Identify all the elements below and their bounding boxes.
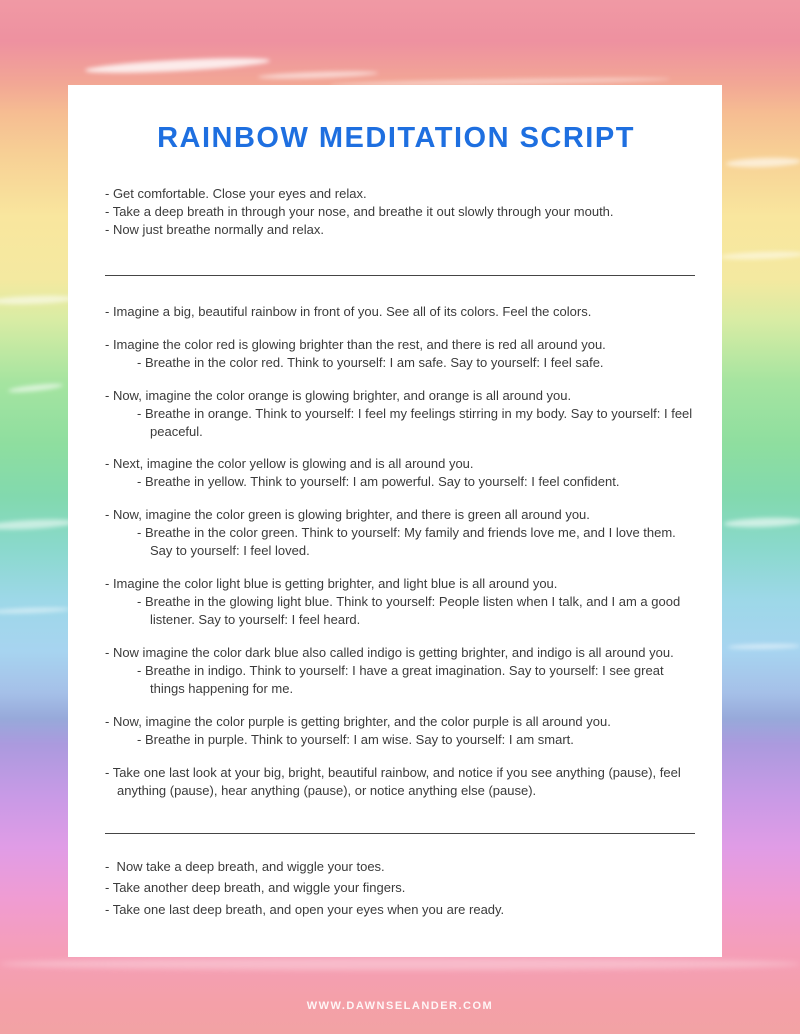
intro-line: - Take a deep breath in through your nose, and breathe it out slowly through your mouth.	[105, 203, 614, 219]
intro-steps	[105, 185, 695, 239]
step-light-blue	[105, 575, 695, 629]
step-rainbow	[105, 303, 695, 321]
section-divider	[105, 275, 695, 276]
intro-line: - Get comfortable. Close your eyes and relax.	[105, 186, 367, 202]
step-green	[105, 506, 695, 560]
step-subtext: - Breathe in the color red. Think to yourself: I am safe. Say to yourself: I feel safe.	[137, 354, 604, 370]
step-subtext: - Breathe in yellow. Think to yourself: I am powerful. Say to yourself: I feel confident.	[137, 474, 620, 490]
step-subtext: - Breathe in purple. Think to yourself: I am wise. Say to yourself: I am smart.	[137, 731, 574, 747]
closing-line: - Take one last deep breath, and open your eyes when you are ready.	[105, 902, 505, 918]
watercolor-highlight	[720, 251, 800, 261]
step-subtext: - Breathe in indigo. Think to yourself: I have a great imagination. Say to yourself: I see great things happening for me.	[137, 662, 668, 696]
step-text: - Now, imagine the color orange is glowing brighter, and orange is all around you.	[105, 387, 572, 403]
step-text: - Next, imagine the color yellow is glowing and is all around you.	[105, 456, 474, 472]
step-subtext: - Breathe in orange. Think to yourself: I feel my feelings stirring in my body. Say to yourself: I feel peaceful.	[137, 405, 696, 439]
watercolor-highlight	[0, 958, 800, 970]
watercolor-highlight	[724, 517, 800, 529]
watercolor-highlight	[728, 643, 800, 649]
step-text: - Now imagine the color dark blue also called indigo is getting brighter, and indigo is all around you.	[105, 644, 674, 660]
step-text: - Take one last look at your big, bright, beautiful rainbow, and notice if you see anything (pause), feel anything (pause), hear anything (pause), or notice anything else (pause).	[105, 764, 685, 798]
intro-line: - Now just breathe normally and relax.	[105, 221, 324, 237]
step-orange	[105, 387, 695, 441]
script-content	[68, 85, 722, 957]
closing-line: - Now take a deep breath, and wiggle your toes.	[105, 858, 385, 874]
step-subtext: - Breathe in the color green. Think to yourself: My family and friends love me, and I love them. Say to yourself: I feel loved.	[137, 525, 680, 559]
watercolor-highlight	[8, 382, 63, 394]
step-text: - Imagine the color light blue is getting brighter, and light blue is all around you.	[105, 576, 558, 592]
step-final-look	[105, 764, 695, 800]
watercolor-highlight	[258, 70, 378, 80]
step-purple	[105, 713, 695, 749]
step-text: - Now, imagine the color purple is getting brighter, and the color purple is all around you.	[105, 713, 611, 729]
step-text: - Now, imagine the color green is glowing brighter, and there is green all around you.	[105, 507, 590, 523]
page-title: RAINBOW MEDITATION SCRIPT	[157, 122, 635, 154]
closing-line: - Take another deep breath, and wiggle your fingers.	[105, 880, 406, 896]
script-page-card	[68, 85, 722, 957]
watercolor-highlight	[0, 518, 75, 532]
website-url: WWW.DAWNSELANDER.COM	[306, 1000, 494, 1012]
watercolor-highlight	[0, 607, 70, 615]
step-subtext: - Breathe in the glowing light blue. Think to yourself: People listen when I talk, and I am a good listener. Say to yourself: I feel heard.	[137, 594, 684, 628]
step-text: - Imagine a big, beautiful rainbow in front of you. See all of its colors. Feel the colors.	[105, 303, 592, 319]
section-divider	[105, 833, 695, 834]
watercolor-highlight	[726, 157, 800, 169]
step-red	[105, 336, 695, 372]
watercolor-highlight	[0, 295, 75, 306]
step-indigo	[105, 644, 695, 698]
step-yellow	[105, 455, 695, 491]
step-text: - Imagine the color red is glowing brighter than the rest, and there is red all around you.	[105, 336, 606, 352]
closing-steps	[105, 858, 695, 920]
watercolor-highlight	[85, 55, 270, 76]
